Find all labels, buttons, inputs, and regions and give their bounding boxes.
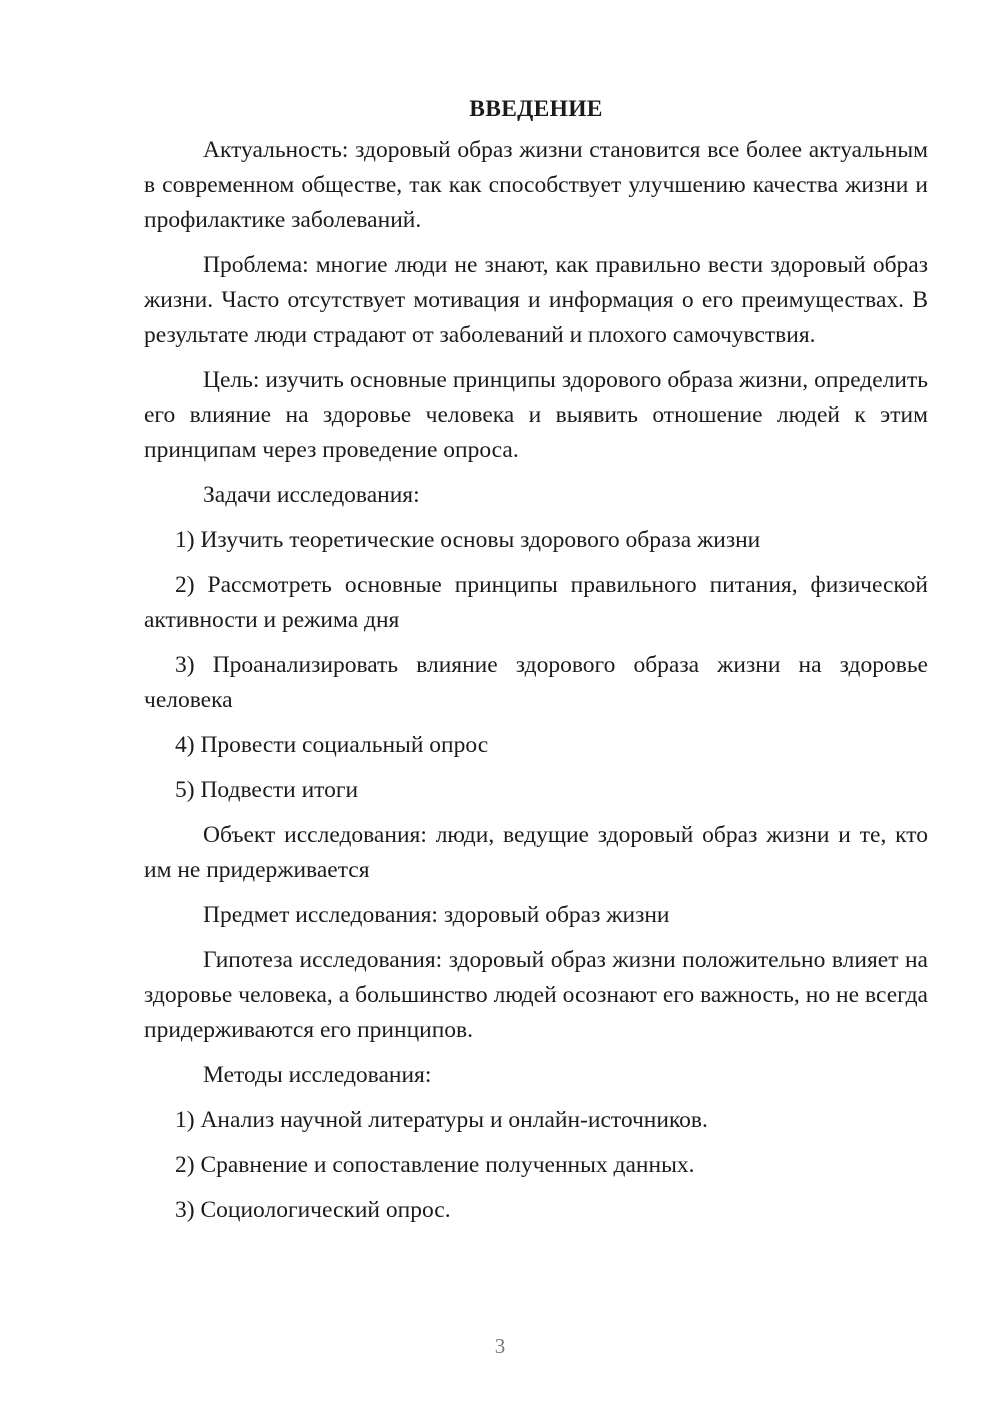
method-item-1: 1) Анализ научной литературы и онлайн-источников. <box>175 1107 708 1133</box>
task-item-1: 1) Изучить теоретические основы здорового образа жизни <box>175 527 761 553</box>
method-item-2: 2) Сравнение и сопоставление полученных данных. <box>175 1152 695 1178</box>
method-item-3: 3) Социологический опрос. <box>175 1197 451 1223</box>
task-item-3: 3) Проанализировать влияние здорового образа жизни на здоровье человека <box>144 652 928 713</box>
task-item-4: 4) Провести социальный опрос <box>175 732 489 758</box>
paragraph-hypothesis: Гипотеза исследования: здоровый образ жизни положительно влияет на здоровье человека, а большинство людей осознают его важность, но не всегда придерживаются его принципов. <box>144 947 928 1043</box>
paragraph-object: Объект исследования: люди, ведущие здоровый образ жизни и те, кто им не придерживается <box>144 822 928 883</box>
methods-heading: Методы исследования: <box>203 1062 432 1088</box>
tasks-heading: Задачи исследования: <box>203 482 420 508</box>
paragraph-goal: Цель: изучить основные принципы здорового образа жизни, определить его влияние на здоровье человека и выявить отношение людей к этим принципам через проведение опроса. <box>144 367 928 463</box>
paragraph-relevance: Актуальность: здоровый образ жизни становится все более актуальным в современном обществе, так как способствует улучшению качества жизни и профилактике заболеваний. <box>144 137 928 233</box>
page-title: ВВЕДЕНИЕ <box>469 96 603 122</box>
page-number: 3 <box>494 1334 506 1358</box>
paragraph-subject: Предмет исследования: здоровый образ жизни <box>203 902 670 928</box>
page-body <box>144 92 928 1238</box>
paragraph-problem: Проблема: многие люди не знают, как правильно вести здоровый образ жизни. Часто отсутствует мотивация и информация о его преимуществах. В результате люди страдают от заболеваний и плохого самочувствия. <box>144 252 928 348</box>
task-item-2: 2) Рассмотреть основные принципы правильного питания, физической активности и режима дня <box>144 572 928 633</box>
task-item-5: 5) Подвести итоги <box>175 777 359 803</box>
